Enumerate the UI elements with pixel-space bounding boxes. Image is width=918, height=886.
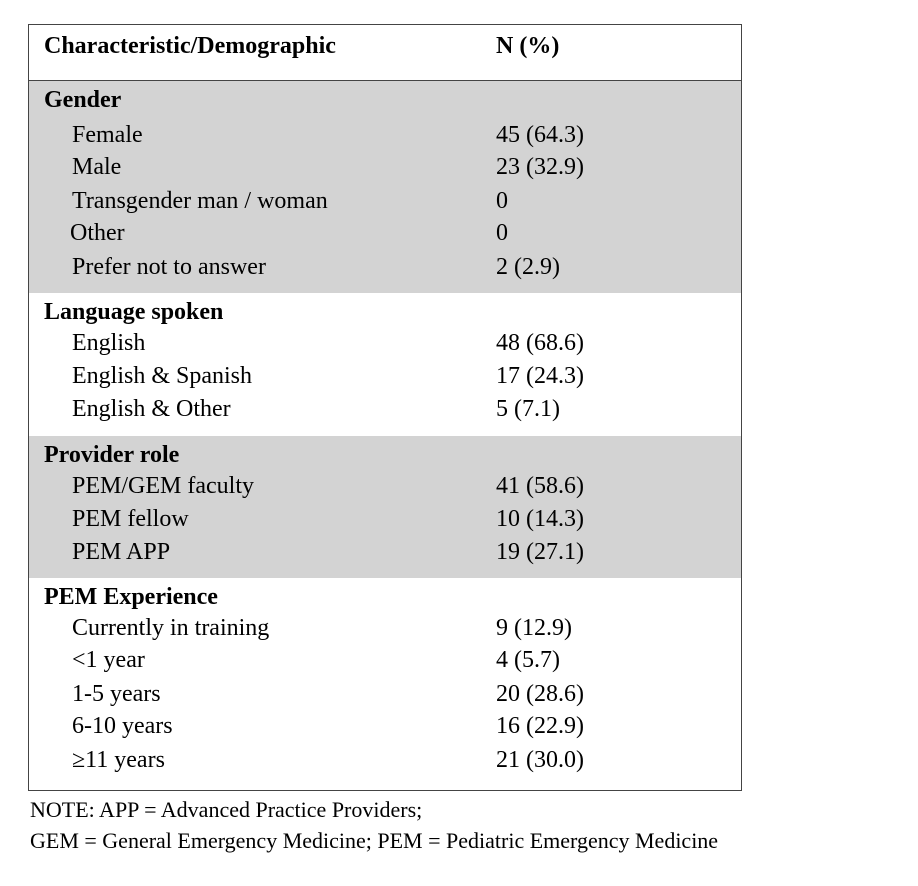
- section-gender: [29, 81, 741, 293]
- table-row: [29, 151, 741, 184]
- table-row: [29, 251, 741, 284]
- row-value: 16 (22.9): [496, 713, 584, 739]
- demographics-table: [28, 24, 742, 791]
- row-label: Transgender man / woman: [72, 188, 328, 214]
- row-value: 45 (64.3): [496, 122, 584, 148]
- row-label: Male: [72, 154, 122, 180]
- section-title: PEM Experience: [44, 584, 218, 610]
- table-row: [29, 710, 741, 743]
- row-value: 5 (7.1): [496, 396, 560, 422]
- row-label: 6-10 years: [72, 713, 173, 739]
- row-value: 10 (14.3): [496, 506, 584, 532]
- table-row: [29, 217, 741, 250]
- header-characteristic: Characteristic/Demographic: [44, 33, 336, 59]
- section-title: Language spoken: [44, 299, 224, 325]
- row-label: Currently in training: [72, 615, 270, 641]
- row-label: Prefer not to answer: [72, 254, 266, 280]
- row-label: ≥11 years: [72, 747, 165, 773]
- section-language: [29, 293, 741, 436]
- table-header: [29, 25, 741, 81]
- row-label: Other: [70, 220, 125, 246]
- row-value: 41 (58.6): [496, 473, 584, 499]
- row-value: 48 (68.6): [496, 330, 584, 356]
- section-title: Gender: [44, 87, 122, 113]
- row-label: <1 year: [72, 647, 145, 673]
- table-row: [29, 678, 741, 711]
- row-value: 20 (28.6): [496, 681, 584, 707]
- row-label: PEM/GEM faculty: [72, 473, 254, 499]
- row-value: 9 (12.9): [496, 615, 572, 641]
- row-value: 4 (5.7): [496, 647, 560, 673]
- row-label: English & Other: [72, 396, 231, 422]
- row-label: English & Spanish: [72, 363, 253, 389]
- row-value: 17 (24.3): [496, 363, 584, 389]
- row-value: 23 (32.9): [496, 154, 584, 180]
- section-pem-experience: [29, 578, 741, 790]
- row-value: 0: [496, 188, 508, 214]
- row-label: Female: [72, 122, 143, 148]
- header-n-percent: N (%): [496, 33, 560, 59]
- section-title: Provider role: [44, 442, 180, 468]
- row-label: English: [72, 330, 146, 356]
- row-value: 0: [496, 220, 508, 246]
- table-row: [29, 185, 741, 218]
- table-row: [29, 744, 741, 777]
- table-row: [29, 327, 741, 360]
- table-row: [29, 360, 741, 393]
- table-row: [29, 644, 741, 677]
- table-row: [29, 393, 741, 426]
- row-value: 2 (2.9): [496, 254, 560, 280]
- table-row: [29, 119, 741, 152]
- table-row: [29, 612, 741, 645]
- row-label: PEM fellow: [72, 506, 189, 532]
- table-row: [29, 470, 741, 503]
- row-value: 21 (30.0): [496, 747, 584, 773]
- footnote-line-1: NOTE: APP = Advanced Practice Providers;: [30, 797, 423, 822]
- row-label: PEM APP: [72, 539, 171, 565]
- table-row: [29, 536, 741, 569]
- table-row: [29, 503, 741, 536]
- section-provider-role: [29, 436, 741, 578]
- row-label: 1-5 years: [72, 681, 161, 707]
- footnote-line-2: GEM = General Emergency Medicine; PEM = Pediatric Emergency Medicine: [30, 828, 719, 853]
- row-value: 19 (27.1): [496, 539, 584, 565]
